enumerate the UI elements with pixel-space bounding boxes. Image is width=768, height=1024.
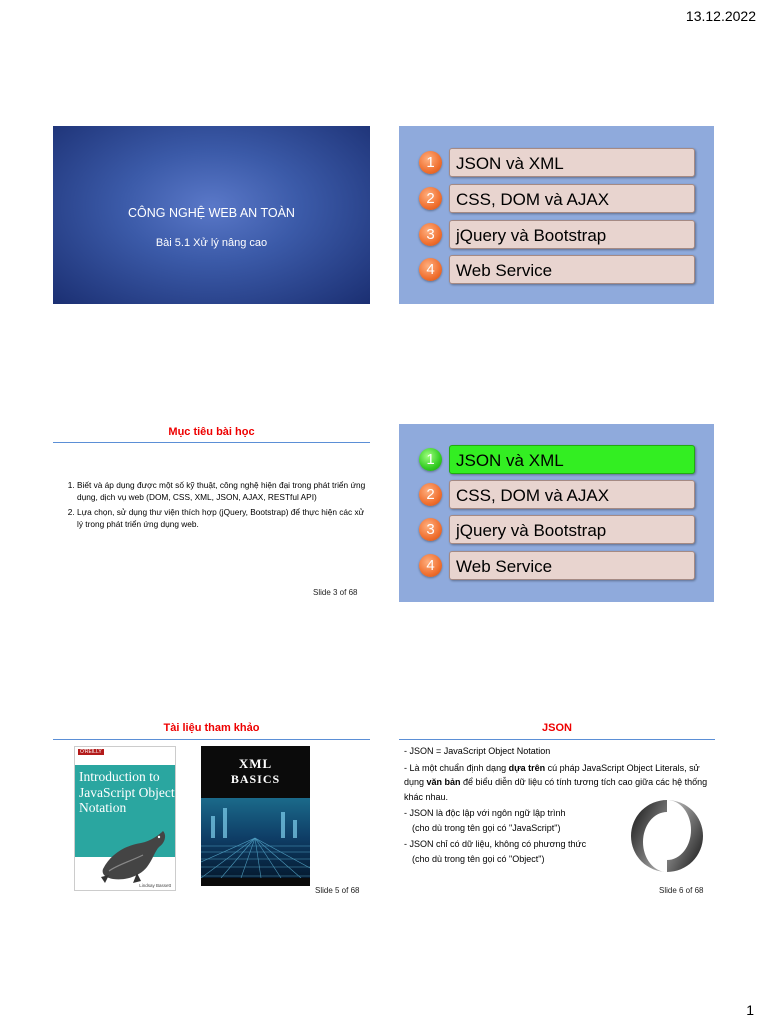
slide-agenda-active — [399, 424, 714, 602]
bullet-text: JSON là độc lập với ngôn ngữ lập trình — [409, 808, 566, 818]
publisher-logo: O'REILLY — [80, 749, 102, 755]
slide-objectives — [53, 426, 370, 604]
book-title-line2: BASICS — [230, 772, 281, 786]
number-badge: 3 — [419, 518, 442, 541]
book-author: Lindsay Bassett — [139, 883, 171, 888]
agenda-item — [419, 220, 697, 250]
bullet-text: Là một chuẩn định dạng — [409, 762, 509, 773]
heading-divider — [399, 739, 715, 740]
number-badge: 2 — [419, 483, 442, 506]
number-badge: 2 — [419, 187, 442, 210]
agenda-item — [419, 551, 697, 581]
list-item: 1. Biết và áp dụng được một số kỹ thuật, công nghệ hiện đại trong phát triển ứng dụng, dịch vụ web (DOM, CSS, XML, JSON, AJAX, RESTful API) — [77, 480, 367, 503]
agenda-item-active — [419, 445, 697, 475]
bullet-text: JSON chỉ có dữ liệu, không có phương thức — [409, 839, 587, 849]
slide-heading: Mục tiêu bài học — [168, 426, 255, 438]
number-badge: 4 — [419, 258, 442, 281]
slide-json — [399, 722, 715, 900]
slide-number: Slide 3 of 68 — [313, 588, 358, 597]
bullet-text: JSON = JavaScript Object Notation — [409, 746, 551, 756]
agenda-item — [419, 480, 697, 510]
agenda-item-label: Web Service — [449, 551, 695, 580]
json-logo-icon — [627, 796, 707, 876]
grid-illustration-icon — [201, 798, 310, 878]
list-item — [404, 744, 709, 759]
agenda-item-label: JSON và XML — [449, 445, 695, 474]
page-number: 1 — [746, 1002, 754, 1018]
agenda-item — [419, 184, 697, 214]
heading-divider — [53, 442, 370, 443]
agenda-item — [419, 148, 697, 178]
book-title-line1: XML — [238, 756, 273, 771]
number-badge: 4 — [419, 554, 442, 577]
slide-heading: Tài liệu tham khảo — [163, 722, 260, 734]
slide-agenda — [399, 126, 714, 304]
slide-number: Slide 5 of 68 — [315, 886, 360, 895]
bullet-text: (cho dù trong tên gọi có "JavaScript") — [412, 822, 561, 833]
slide-references — [53, 722, 370, 900]
objectives-list — [65, 480, 367, 534]
agenda-item-label: jQuery và Bootstrap — [449, 515, 695, 544]
slide-number: Slide 6 of 68 — [659, 886, 704, 895]
number-badge: 1 — [419, 151, 442, 174]
number-badge: 3 — [419, 223, 442, 246]
book-cover-xml — [201, 746, 310, 886]
slide-title — [53, 126, 370, 304]
seal-illustration-icon — [97, 825, 169, 887]
agenda-item-label: jQuery và Bootstrap — [449, 220, 695, 249]
print-date: 13.12.2022 — [685, 8, 756, 24]
agenda-item — [419, 515, 697, 545]
bullet-emphasis: dựa trên — [508, 762, 546, 773]
lesson-subtitle: Bài 5.1 Xử lý nâng cao — [155, 237, 268, 249]
book-cover-json — [74, 746, 176, 891]
slide-heading: JSON — [542, 722, 572, 734]
agenda-item-label: JSON và XML — [449, 148, 695, 177]
agenda-item-label: CSS, DOM và AJAX — [449, 480, 695, 509]
list-item: 2. Lựa chọn, sử dụng thư viện thích hợp (jQuery, Bootstrap) để thực hiện các xử lý trong phát triển ứng dụng web. — [77, 507, 367, 530]
bullet-text: để biểu diễn dữ liệu có tính tương tích cao giữa các hệ thống khác nhau. — [404, 777, 708, 802]
agenda-item-label: Web Service — [449, 255, 695, 284]
agenda-item — [419, 255, 697, 285]
bullet-text: cú pháp JavaScript Object Literals, sử dụng — [404, 762, 700, 787]
heading-divider — [53, 739, 370, 740]
cover-art — [201, 798, 310, 878]
book-title: Introduction to JavaScript Object Notation — [79, 769, 175, 815]
number-badge: 1 — [419, 448, 442, 471]
bullet-text: (cho dù trong tên gọi có "Object") — [412, 853, 545, 864]
course-title: CÔNG NGHỆ WEB AN TOÀN — [128, 206, 295, 220]
agenda-item-label: CSS, DOM và AJAX — [449, 184, 695, 213]
bullet-emphasis: văn bản — [426, 777, 461, 787]
